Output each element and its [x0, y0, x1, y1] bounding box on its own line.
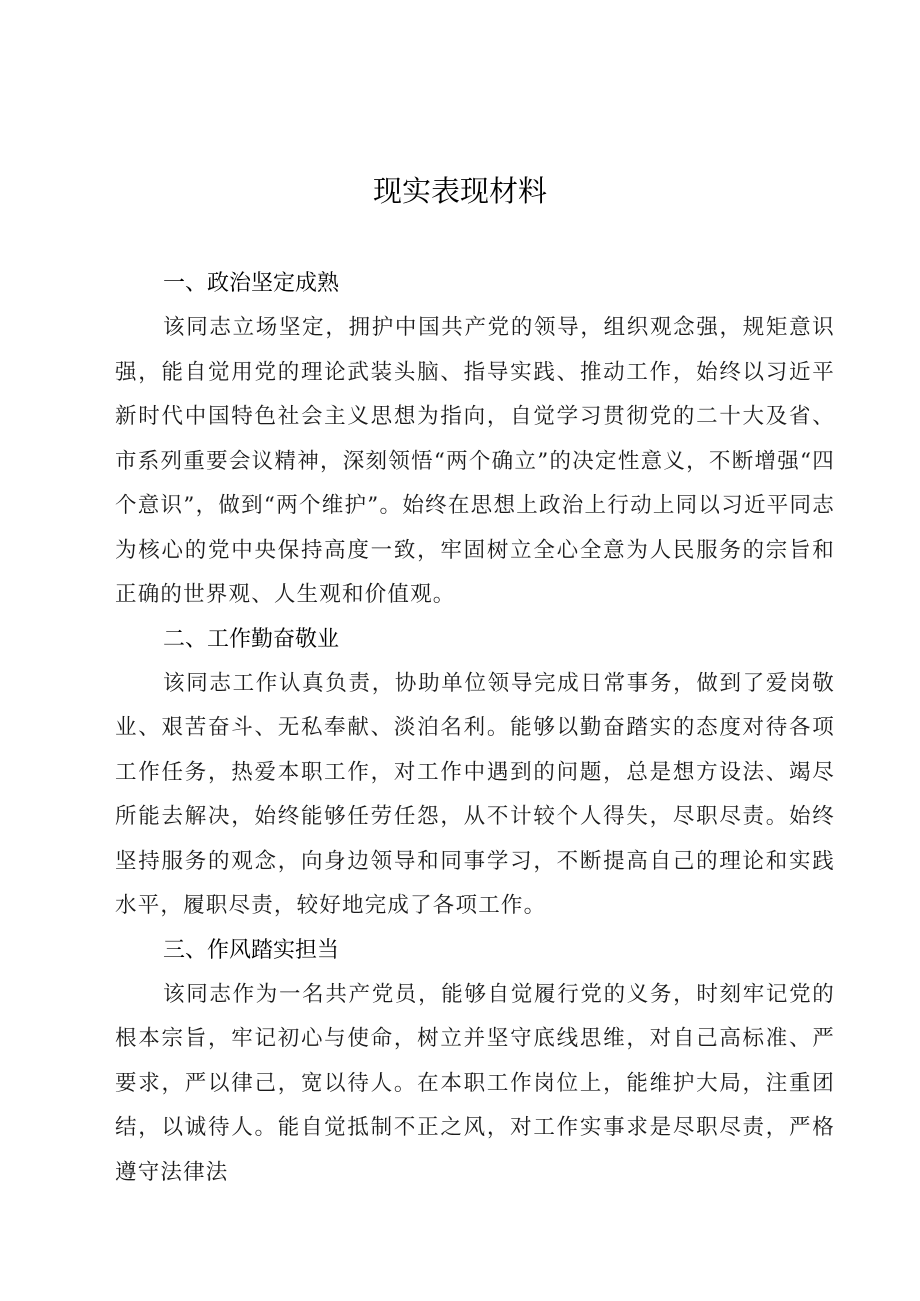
section-paragraph-conduct: 该同志作为一名共产党员，能够自觉履行党的义务，时刻牢记党的根本宗旨，牢记初心与使命，树立并坚守底线思维，对自己高标准、严要求，严以律己，宽以待人。在本职工作岗位上，能维护大局，注重团结，以诚待人。能自觉抵制不正之风，对工作实事求是尽职尽责，严格遵守法律法: [115, 981, 835, 1185]
section-heading-conduct: 三、作风踏实担当: [163, 937, 340, 963]
section-paragraph-work: 该同志工作认真负责，协助单位领导完成日常事务，做到了爱岗敬业、艰苦奋斗、无私奉献、淡泊名利。能够以勤奋踏实的态度对待各项工作任务，热爱本职工作，对工作中遇到的问题，总是想方设法、竭尽所能去解决，始终能够任劳任怨，从不计较个人得失，尽职尽责。始终坚持服务的观念，向身边领导和同事学习，不断提高自己的理论和实践水平，履职尽责，较好地完成了各项工作。: [115, 670, 835, 918]
section-heading-politics: 一、政治坚定成熟: [163, 271, 340, 296]
document-title: 现实表现材料: [372, 174, 547, 208]
section-paragraph-politics: 该同志立场坚定，拥护中国共产党的领导，组织观念强，规矩意识强，能自觉用党的理论武装头脑、指导实践、推动工作，始终以习近平新时代中国特色社会主义思想为指向，自觉学习贯彻党的二十大及省、市系列重要会议精神，深刻领悟“两个确立”的决定性意义，不断增强“四个意识”，做到“两个维护”。始终在思想上政治上行动上同以习近平同志为核心的党中央保持高度一致，牢固树立全心全意为人民服务的宗旨和正确的世界观、人生观和价值观。: [115, 315, 835, 607]
document-body: [115, 262, 835, 1195]
section-heading-work: 二、工作勤奋敬业: [163, 626, 340, 652]
